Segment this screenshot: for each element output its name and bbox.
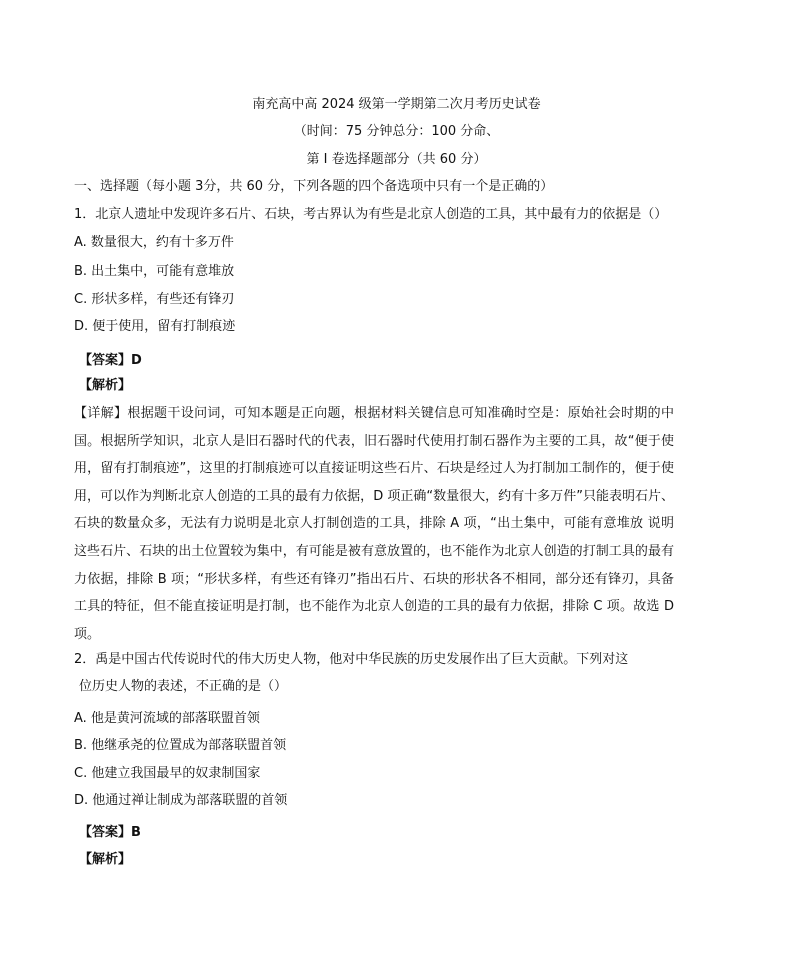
exam-title: 南充高中高 2024 级第一学期第二次月考历史试卷 [252, 97, 541, 112]
question-2-answer: 【答案】B [79, 825, 141, 840]
section-heading: 一、选择题（每小题 3分，共 60 分，下列各题的四个备选项中只有一个是正确的） [74, 179, 554, 194]
question-1-detail: 【详解】根据题干设问词，可知本题是正向题，根据材料关键信息可知准确时空是：原始社会时期的中国。根据所学知识，北京人是旧石器时代的代表，旧石器时代使用打制石器作为主要的工具，故“便于使用，留有打制痕迹”，这里的打制痕迹可以直接证明这些石片、石块是经过人为打制加工制作的，便于使用，可以作为判断北京人创造的工具的最有力依据，D 项正确“数量很大，约有十多万件”只能表明石片、石块的数量众多，无法有力说明是北京人打制创造的工具，排除 A 项，“出土集中，可能有意堆放 说明这些石片、石块的出土位置较为集中，有可能是被有意放置的，也不能作为北京人创造的打制工具的最有力依据，排除 B 项；“形状多样，有些还有锋刃”指出石片、石块的形状各不相同，部分还有锋刃，具备工具的特征，但不能直接证明是打制，也不能作为北京人创造的工具的最有力依据，排除 C 项。故选 D 项。 [74, 406, 674, 642]
question-1-analysis-label: 【解析】 [79, 378, 132, 393]
question-1-option-b: B. 出土集中，可能有意堆放 [74, 264, 235, 279]
exam-subtitle: （时间：75 分钟总分：100 分命、 [293, 124, 500, 139]
question-1-answer: 【答案】D [79, 353, 142, 368]
question-2-option-c: C. 他建立我国最早的奴隶制国家 [74, 766, 261, 781]
question-1-option-c: C. 形状多样，有些还有锋刃 [74, 292, 235, 307]
question-1-option-d: D. 便于使用，留有打制痕迹 [74, 319, 236, 334]
question-1-stem: 1．北京人遗址中发现许多石片、石块，考古界认为有些是北京人创造的工具，其中最有力的依据是（） [74, 207, 668, 222]
question-2-analysis-label: 【解析】 [79, 852, 132, 867]
question-2-option-b: B. 他继承尧的位置成为部落联盟首领 [74, 738, 287, 753]
question-1-option-a: A. 数量很大，约有十多万件 [74, 235, 234, 250]
question-2-stem-line-2: 位历史人物的表述，不正确的是（） [79, 679, 288, 694]
part-heading: 第 I 卷选择题部分（共 60 分） [306, 152, 487, 167]
question-2-option-d: D. 他通过禅让制成为部落联盟的首领 [74, 793, 288, 808]
question-2-stem-line-1: 2．禹是中国古代传说时代的伟大历史人物，他对中华民族的历史发展作出了巨大贡献。下列对这 [74, 652, 629, 667]
question-2-option-a: A. 他是黄河流域的部落联盟首领 [74, 711, 260, 726]
